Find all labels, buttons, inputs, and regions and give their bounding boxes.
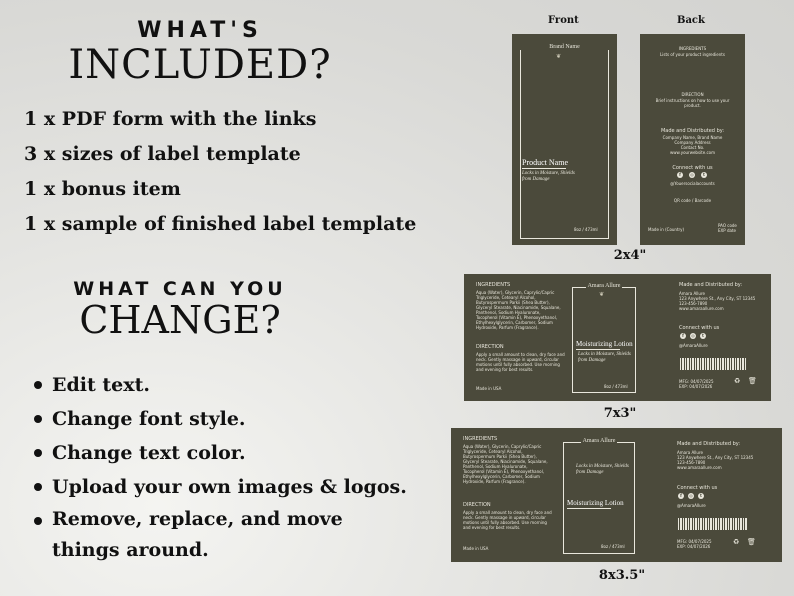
what-can-you-heading: WHAT CAN YOU bbox=[73, 278, 287, 300]
twitter-icon: t bbox=[698, 493, 704, 499]
instagram-icon: ◎ bbox=[689, 493, 693, 498]
volume: 8oz / 473ml bbox=[601, 544, 625, 549]
exp-date: EXP: 04/07/2026 bbox=[677, 544, 711, 549]
made-line: Amara Allure bbox=[677, 450, 703, 455]
ingredients-line: Tocopherol (Vitamin E), Phenoxyethanol, bbox=[476, 315, 557, 320]
recycle-icon: ♻ bbox=[733, 538, 740, 546]
size-caption-2x4: 2x4" bbox=[613, 248, 647, 263]
barcode-icon bbox=[678, 518, 748, 530]
made-line: Contact No. bbox=[680, 145, 705, 150]
product-name: Moisturizing Lotion bbox=[576, 340, 633, 348]
list-item: Upload your own images & logos. bbox=[30, 470, 410, 504]
direction-title: DIRECTION bbox=[463, 502, 491, 508]
included-heading: INCLUDED? bbox=[68, 42, 332, 88]
list-item: 3 x sizes of label template bbox=[24, 143, 301, 165]
facebook-icon: f bbox=[680, 333, 686, 339]
tagline-line-1: Locks in Moisture, Shields bbox=[522, 171, 575, 176]
ingredients-title: INGREDIENTS bbox=[678, 46, 707, 51]
exp-date: EXP date bbox=[718, 228, 736, 233]
barcode-icon bbox=[680, 358, 746, 370]
made-line: Company Name, Brand Name bbox=[662, 135, 723, 140]
front-heading: Front bbox=[548, 15, 579, 26]
ingredients-line: Butyrospermum Parkii (Shea Butter), bbox=[476, 300, 550, 305]
whats-heading: WHAT'S bbox=[137, 18, 263, 43]
ingredients-title: INGREDIENTS bbox=[463, 436, 498, 442]
brand-name: Brand Name bbox=[512, 44, 617, 50]
social-handle: @AmaraAllure bbox=[677, 503, 706, 508]
label-2x4-back bbox=[640, 34, 745, 245]
direction-text: Brief instructions on how to use your bbox=[655, 98, 730, 103]
list-item: 1 x PDF form with the links bbox=[24, 108, 317, 130]
facebook-icon: f bbox=[678, 493, 684, 499]
social-handle: @Youersocialaccounts bbox=[670, 181, 715, 186]
ingredients-line: Aqua (Water), Glycerin, Caprylic/Capric bbox=[463, 444, 542, 449]
made-title: Made and Distributed by: bbox=[677, 441, 741, 447]
made-line: Amara Allure bbox=[679, 291, 705, 296]
tagline-line-1: Locks in Moisture, Shields bbox=[576, 464, 629, 469]
made-line: www.amaraallure.com bbox=[677, 465, 722, 470]
brand-name: Amara Allure bbox=[587, 283, 621, 289]
social-handle: @AmaraAllure bbox=[679, 343, 708, 348]
label-7x3 bbox=[464, 274, 771, 401]
mfg-date: MFG: 04/07/2025 bbox=[677, 539, 712, 544]
ingredients-line: Panthenol, Sodium Hyaluronate, bbox=[463, 464, 528, 469]
change-list bbox=[30, 368, 410, 566]
instagram-icon: ◎ bbox=[691, 333, 695, 338]
included-list bbox=[24, 104, 416, 244]
made-in: Made in USA bbox=[463, 546, 489, 551]
change-heading: CHANGE? bbox=[79, 298, 281, 342]
ingredients-title: INGREDIENTS bbox=[476, 282, 511, 288]
ingredients-line: Triglyceride, Cetearyl Alcohol, bbox=[476, 295, 536, 300]
pao-code: PAO code bbox=[718, 223, 737, 228]
direction-text: product. bbox=[684, 103, 701, 108]
label-2x4-front bbox=[512, 34, 617, 245]
divider bbox=[567, 508, 611, 509]
tagline-line-1: Locks in Moisture, Shields bbox=[578, 352, 631, 357]
twitter-icon: t bbox=[701, 172, 707, 178]
tagline-line-2: from Damage bbox=[522, 177, 550, 182]
volume: 8oz / 473ml bbox=[604, 384, 628, 389]
divider bbox=[522, 168, 566, 169]
ingredients-line: Aqua (Water), Glycerin, Caprylic/Capric bbox=[476, 290, 555, 295]
list-item: Change text color. bbox=[30, 436, 410, 470]
ingredients-line: Panthenol, Sodium Hyaluronate, bbox=[476, 310, 541, 315]
qr-placeholder: QR code / Barcode bbox=[673, 198, 712, 203]
label-frame bbox=[563, 442, 635, 554]
made-in: Made in USA bbox=[476, 386, 502, 391]
ingredients-line: Hydroxide, Parfum (Fragrance). bbox=[476, 325, 539, 330]
instagram-icon: ◎ bbox=[690, 172, 694, 177]
back-heading: Back bbox=[677, 15, 705, 26]
ingredients-line: Glyceryl Stearate, Niacinamide, Squalane, bbox=[476, 305, 561, 310]
list-item: Change font style. bbox=[30, 402, 410, 436]
ingredients-text: Lists of your product ingredients bbox=[660, 52, 725, 57]
tagline-line-2: from Damage bbox=[576, 470, 604, 475]
made-line: Company Address bbox=[674, 140, 711, 145]
product-name: Product Name bbox=[522, 158, 568, 167]
mfg-date: MFG: 04/07/2025 bbox=[679, 379, 714, 384]
direction-line: and evening for best results. bbox=[476, 367, 534, 372]
direction-line: and evening for best results. bbox=[463, 525, 521, 530]
direction-line: motions until fully absorbed. Use morning bbox=[476, 362, 560, 367]
ingredients-line: Ethylhexylglycerin, Carbomer, Sodium bbox=[463, 474, 540, 479]
made-line: 123 Anywhere St., Any City, ST 12345 bbox=[679, 296, 756, 301]
label-8x3-5 bbox=[451, 428, 782, 562]
exp-date: EXP: 04/07/2026 bbox=[679, 384, 713, 389]
ingredients-line: Tocopherol (Vitamin E), Phenoxyethanol, bbox=[463, 469, 544, 474]
trash-bin-icon: 🗑 bbox=[747, 538, 756, 546]
list-item: Edit text. bbox=[30, 368, 410, 402]
made-line: 123-456-7890 bbox=[677, 460, 706, 465]
list-item: 1 x sample of finished label template bbox=[24, 213, 417, 235]
facebook-icon: f bbox=[677, 172, 683, 178]
direction-line: Apply a small amount to clean, dry face and bbox=[463, 510, 552, 515]
trash-bin-icon: 🗑 bbox=[748, 377, 757, 385]
ingredients-line: Triglyceride, Cetearyl Alcohol, bbox=[463, 449, 523, 454]
direction-line: motions until fully absorbed. Use morning bbox=[463, 520, 547, 525]
size-caption-7x3: 7x3" bbox=[603, 406, 637, 421]
direction-line: neck. Gently massage in upward, circular bbox=[463, 515, 546, 520]
made-in: Made in (Country) bbox=[648, 227, 685, 232]
volume: 8oz / 473ml bbox=[574, 227, 598, 232]
ingredients-line: Ethylhexylglycerin, Carbomer, Sodium bbox=[476, 320, 553, 325]
ingredients-line: Hydroxide, Parfum (Fragrance). bbox=[463, 479, 526, 484]
size-caption-8x3-5: 8x3.5" bbox=[598, 568, 646, 583]
list-item: Remove, replace, and move things around. bbox=[30, 504, 410, 566]
twitter-icon: t bbox=[700, 333, 706, 339]
made-line: 123 Anywhere St., Any City, ST 12345 bbox=[677, 455, 754, 460]
leaf-icon: ❦ bbox=[556, 53, 562, 60]
made-line: 123-456-7890 bbox=[679, 301, 708, 306]
connect-title: Connect with us bbox=[679, 325, 720, 331]
direction-line: neck. Gently massage in upward, circular bbox=[476, 357, 559, 362]
label-frame bbox=[520, 48, 609, 239]
brand-name: Amara Allure bbox=[582, 438, 616, 444]
recycle-icon: ♻ bbox=[734, 377, 741, 385]
direction-line: Apply a small amount to clean, dry face and bbox=[476, 352, 565, 357]
leaf-icon: ❦ bbox=[599, 291, 605, 298]
made-line: www.yourwebsite.com bbox=[669, 150, 716, 155]
tagline-line-2: from Damage bbox=[578, 358, 606, 363]
made-title: Made and Distributed by: bbox=[660, 128, 725, 134]
made-line: www.amaraallure.com bbox=[679, 306, 724, 311]
list-item: 1 x bonus item bbox=[24, 178, 181, 200]
product-name: Moisturizing Lotion bbox=[567, 499, 624, 507]
connect-title: Connect with us bbox=[672, 165, 713, 171]
connect-title: Connect with us bbox=[677, 485, 718, 491]
direction-title: DIRECTION bbox=[681, 92, 704, 97]
ingredients-line: Glyceryl Stearate, Niacinamide, Squalane, bbox=[463, 459, 548, 464]
ingredients-line: Butyrospermum Parkii (Shea Butter), bbox=[463, 454, 537, 459]
made-title: Made and Distributed by: bbox=[679, 282, 743, 288]
divider bbox=[576, 349, 620, 350]
direction-title: DIRECTION bbox=[476, 344, 504, 350]
